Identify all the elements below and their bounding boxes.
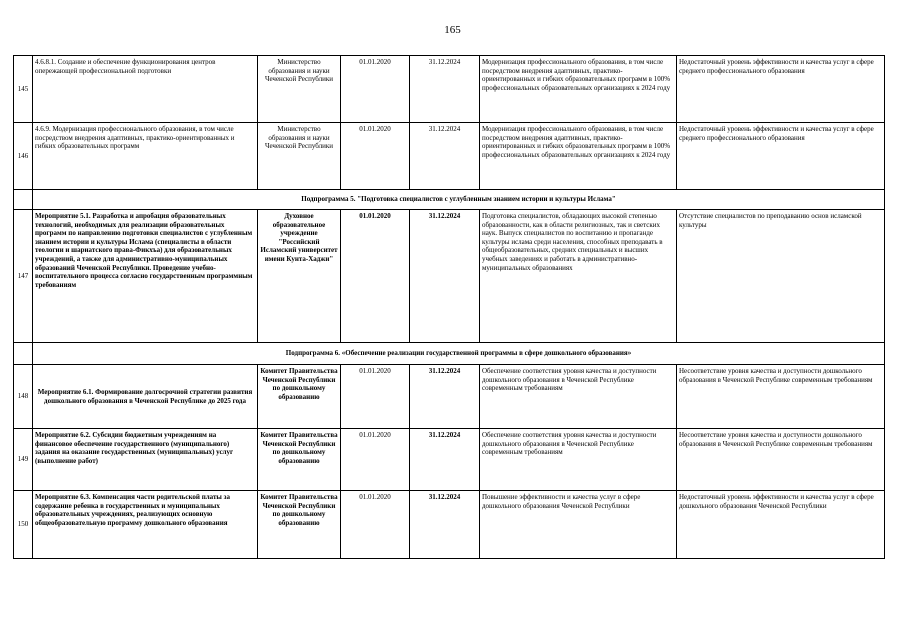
table-row — [14, 210, 885, 343]
event-cell: Мероприятие 6.1. Формирование долгосрочной стратегии развития дошкольного образования в Чеченской Республике до 2025 года — [33, 365, 258, 429]
row-number: 150 — [14, 491, 33, 559]
executor-cell: Комитет Правительства Чеченской Республики по дошкольному образованию — [258, 365, 341, 429]
consequence-cell: Недостаточный уровень эффективности и качества услуг в сфере среднего профессионального образования — [677, 56, 885, 123]
result-cell: Подготовка специалистов, обладающих высокой степенью образованности, как в области религиозных, так и светских наук. Выпуск специалистов по воспитанию и пропаганде культуры ислама среди населения, способных преподавать в общеобразовательных, средних специальных и высших учебных заведениях и работать в административно-муниципальных образованиях — [480, 210, 677, 343]
table-row — [14, 429, 885, 491]
row-number: 145 — [14, 56, 33, 123]
event-cell: Мероприятие 6.2. Субсидии бюджетным учреждениям на финансовое обеспечение государственного (муниципального) задания на оказание государственных (муниципальных) услуг (выполнение работ) — [33, 429, 258, 491]
result-cell: Обеспечение соответствия уровня качества и доступности дошкольного образования в Чеченской Республике современным требованиям — [480, 429, 677, 491]
table-row — [14, 365, 885, 429]
executor-cell: Духовное образовательное учреждение "Российский Исламский университет имени Кунта-Хаджи" — [258, 210, 341, 343]
end-date-cell: 31.12.2024 — [410, 365, 480, 429]
consequence-cell: Отсутствие специалистов по преподаванию основ исламской культуры — [677, 210, 885, 343]
table-row — [14, 123, 885, 190]
subprogram-6-heading: Подпрограмма 6. «Обеспечение реализации государственной программы в сфере дошкольного образования» — [33, 343, 885, 365]
consequence-cell: Несоответствие уровня качества и доступности дошкольного образования в Чеченской Республике современным требованиям — [677, 429, 885, 491]
end-date-cell: 31.12.2024 — [410, 491, 480, 559]
consequence-cell: Несоответствие уровня качества и доступности дошкольного образования в Чеченской Республике современным требованиям — [677, 365, 885, 429]
subprogram-heading-row — [14, 190, 885, 210]
start-date-cell: 01.01.2020 — [341, 56, 410, 123]
start-date-cell: 01.01.2020 — [341, 365, 410, 429]
end-date-cell: 31.12.2024 — [410, 56, 480, 123]
row-number: 146 — [14, 123, 33, 190]
row-number: 147 — [14, 210, 33, 343]
result-cell: Модернизация профессионального образования, в том числе посредством внедрения адаптивных, практико-ориентированных и гибких образовательных программ в 100% профессиональных образовательных организациях к 2024 году — [480, 56, 677, 123]
table-row — [14, 491, 885, 559]
event-cell: Мероприятие 5.1. Разработка и апробация образовательных технологий, необходимых для реализации образовательных программ по направлению подготовки специалистов с углубленным знанием истории и культуры Ислама (специалисты в области теологии и шариатского права-Фикхъа) для образовательных учреждений, а также для административно-муниципальных образований Чеченской Республики. Проведение учебно-воспитательного процесса согласно государственным программным требованиям — [33, 210, 258, 343]
event-cell: 4.6.9. Модернизация профессионального образования, в том числе посредством внедрения адаптивных, практико-ориентированных и гибких образовательных программ — [33, 123, 258, 190]
start-date-cell: 01.01.2020 — [341, 123, 410, 190]
page-number: 165 — [444, 24, 461, 36]
subprogram-heading-row — [14, 343, 885, 365]
executor-cell: Комитет Правительства Чеченской Республики по дошкольному образованию — [258, 491, 341, 559]
result-cell: Обеспечение соответствия уровня качества и доступности дошкольного образования в Чеченской Республике современным требованиям — [480, 365, 677, 429]
table-row — [14, 56, 885, 123]
row-number: 148 — [14, 365, 33, 429]
result-cell: Повышение эффективности и качества услуг в сфере дошкольного образования Чеченской Республики — [480, 491, 677, 559]
end-date-cell: 31.12.2024 — [410, 210, 480, 343]
executor-cell: Министерство образования и науки Чеченской Республики — [258, 123, 341, 190]
result-cell: Модернизация профессионального образования, в том числе посредством внедрения адаптивных, практико-ориентированных и гибких образовательных программ в 100% профессиональных образовательных организациях к 2024 году — [480, 123, 677, 190]
executor-cell: Комитет Правительства Чеченской Республики по дошкольному образованию — [258, 429, 341, 491]
start-date-cell: 01.01.2020 — [341, 491, 410, 559]
start-date-cell: 01.01.2020 — [341, 210, 410, 343]
subprogram-5-heading: Подпрограмма 5. "Подготовка специалистов с углубленным знанием истории и культуры Ислама" — [33, 190, 885, 210]
event-cell: 4.6.8.1. Создание и обеспечение функционирования центров опережающей профессиональной подготовки — [33, 56, 258, 123]
consequence-cell: Недостаточный уровень эффективности и качества услуг в сфере среднего профессионального образования — [677, 123, 885, 190]
end-date-cell: 31.12.2024 — [410, 429, 480, 491]
row-number: 149 — [14, 429, 33, 491]
program-measures-table — [13, 55, 885, 559]
start-date-cell: 01.01.2020 — [341, 429, 410, 491]
consequence-cell: Недостаточный уровень эффективности и качества услуг в сфере дошкольного образования Чеченской Республики — [677, 491, 885, 559]
event-cell: Мероприятие 6.3. Компенсация части родительской платы за содержание ребенка в государственных и муниципальных образовательных учреждениях, реализующих основную общеобразовательную программу дошкольного образования — [33, 491, 258, 559]
end-date-cell: 31.12.2024 — [410, 123, 480, 190]
executor-cell: Министерство образования и науки Чеченской Республики — [258, 56, 341, 123]
